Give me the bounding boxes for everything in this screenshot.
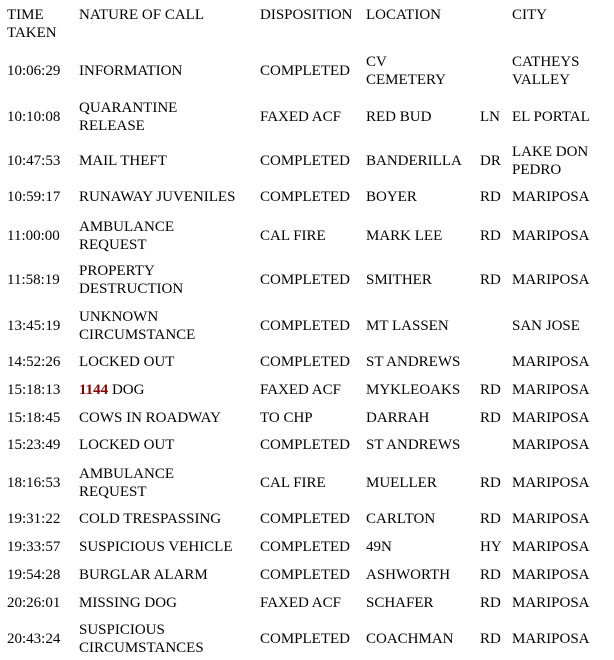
nature-of-call-line: UNKNOWN — [79, 309, 159, 325]
location-line: ST ANDREWS — [366, 437, 461, 453]
city — [512, 108, 614, 126]
nature-of-call — [79, 566, 259, 584]
nature-of-call-line: SUSPICIOUS — [79, 622, 165, 638]
street-suffix: RD — [480, 189, 501, 205]
nature-of-call — [79, 262, 259, 298]
disposition: FAXED ACF — [260, 595, 341, 611]
city-line: MARIPOSA — [512, 631, 590, 647]
time-taken: 11:00:00 — [7, 228, 60, 244]
location — [366, 538, 478, 556]
nature-of-call — [79, 621, 259, 657]
nature-of-call — [79, 188, 259, 206]
location-line: BANDERILLA — [366, 153, 462, 169]
city — [512, 143, 614, 179]
location — [366, 108, 478, 126]
location-line: CV — [366, 54, 387, 70]
table-row — [0, 621, 614, 657]
city-line: MARIPOSA — [512, 354, 590, 370]
location — [366, 227, 478, 245]
location-line: ASHWORTH — [366, 567, 451, 583]
disposition: COMPLETED — [260, 354, 350, 370]
city — [512, 188, 614, 206]
nature-of-call — [79, 353, 259, 371]
city — [512, 353, 614, 371]
nature-of-call-line: INFORMATION — [79, 63, 183, 79]
nature-of-call-line: BURGLAR ALARM — [79, 567, 208, 583]
table-row — [0, 99, 614, 135]
city-line: MARIPOSA — [512, 189, 590, 205]
disposition: FAXED ACF — [260, 382, 341, 398]
nature-of-call-line: PROPERTY — [79, 263, 155, 279]
table-row — [0, 510, 614, 528]
disposition: CAL FIRE — [260, 475, 326, 491]
time-taken: 18:16:53 — [7, 475, 61, 491]
nature-of-call — [79, 409, 259, 427]
nature-of-call-line: REQUEST — [79, 484, 147, 500]
table-row — [0, 188, 614, 206]
nature-of-call-line: AMBULANCE — [79, 466, 175, 482]
table-row — [0, 409, 614, 427]
city — [512, 510, 614, 528]
nature-of-call-line: DESTRUCTION — [79, 281, 184, 297]
disposition: FAXED ACF — [260, 109, 341, 125]
location-line: DARRAH — [366, 410, 430, 426]
location — [366, 317, 478, 335]
city-line: LAKE DON — [512, 144, 589, 160]
nature-of-call — [79, 62, 259, 80]
city-line: MARIPOSA — [512, 595, 590, 611]
time-taken: 15:18:13 — [7, 382, 61, 398]
location-line: MUELLER — [366, 475, 437, 491]
time-taken: 14:52:26 — [7, 354, 61, 370]
time-taken: 15:23:49 — [7, 437, 61, 453]
location — [366, 474, 478, 492]
location — [366, 630, 478, 648]
disposition: COMPLETED — [260, 63, 350, 79]
city — [512, 538, 614, 556]
nature-of-call — [79, 465, 259, 501]
nature-of-call-line: RUNAWAY JUVENILES — [79, 189, 236, 205]
disposition: COMPLETED — [260, 153, 350, 169]
location-line: CEMETERY — [366, 72, 447, 88]
nature-of-call-line: MAIL THEFT — [79, 153, 167, 169]
city-line: MARIPOSA — [512, 437, 590, 453]
disposition: COMPLETED — [260, 318, 350, 334]
nature-of-call-line: CIRCUMSTANCE — [79, 327, 196, 343]
city — [512, 381, 614, 399]
header-location: LOCATION — [366, 7, 441, 23]
nature-of-call-line — [79, 381, 259, 399]
nature-of-call — [79, 381, 259, 399]
table-row — [0, 53, 614, 89]
header-time — [7, 6, 77, 42]
nature-of-call — [79, 436, 259, 454]
street-suffix: RD — [480, 228, 501, 244]
disposition: COMPLETED — [260, 511, 350, 527]
disposition: COMPLETED — [260, 189, 350, 205]
nature-of-call-line: SUSPICIOUS VEHICLE — [79, 539, 233, 555]
time-taken: 20:26:01 — [7, 595, 61, 611]
street-suffix: RD — [480, 410, 501, 426]
location — [366, 594, 478, 612]
nature-of-call — [79, 308, 259, 344]
city — [512, 436, 614, 454]
location-line: CARLTON — [366, 511, 436, 527]
street-suffix: RD — [480, 595, 501, 611]
nature-of-call-line: REQUEST — [79, 237, 147, 253]
table-row — [0, 308, 614, 344]
city-line: MARIPOSA — [512, 272, 590, 288]
time-taken: 19:31:22 — [7, 511, 61, 527]
city — [512, 566, 614, 584]
nature-text: DOG — [111, 382, 145, 398]
table-row — [0, 218, 614, 254]
location-line: MT LASSEN — [366, 318, 449, 334]
header-nature: NATURE OF CALL — [79, 7, 205, 23]
city-line: MARIPOSA — [512, 567, 590, 583]
city — [512, 594, 614, 612]
city-line: CATHEYS — [512, 54, 580, 70]
time-taken: 10:10:08 — [7, 109, 61, 125]
city — [512, 317, 614, 335]
city-line: EL PORTAL — [512, 109, 590, 125]
city-line: MARIPOSA — [512, 511, 590, 527]
street-suffix: RD — [480, 475, 501, 491]
location-line: SMITHER — [366, 272, 432, 288]
city-line: MARIPOSA — [512, 475, 590, 491]
street-suffix: RD — [480, 272, 501, 288]
nature-of-call — [79, 99, 259, 135]
disposition: COMPLETED — [260, 539, 350, 555]
nature-of-call — [79, 510, 259, 528]
header-city: CITY — [512, 7, 547, 23]
nature-of-call-line: AMBULANCE — [79, 219, 175, 235]
disposition: COMPLETED — [260, 272, 350, 288]
header-disposition: DISPOSITION — [260, 7, 353, 23]
city-line: MARIPOSA — [512, 539, 590, 555]
location — [366, 409, 478, 427]
nature-of-call-line: COLD TRESPASSING — [79, 511, 222, 527]
table-row — [0, 538, 614, 556]
nature-of-call-line: RELEASE — [79, 118, 145, 134]
nature-of-call-line: LOCKED OUT — [79, 437, 175, 453]
city-line: MARIPOSA — [512, 228, 590, 244]
table-row — [0, 566, 614, 584]
location-line: ST ANDREWS — [366, 354, 461, 370]
location-line: SCHAFER — [366, 595, 434, 611]
location — [366, 436, 478, 454]
disposition: COMPLETED — [260, 437, 350, 453]
time-taken: 20:43:24 — [7, 631, 61, 647]
city — [512, 227, 614, 245]
time-taken: 10:47:53 — [7, 153, 61, 169]
location — [366, 271, 478, 289]
city-line: PEDRO — [512, 162, 562, 178]
location-line: COACHMAN — [366, 631, 454, 647]
time-taken: 19:54:28 — [7, 567, 61, 583]
call-code-tag: 1144 — [79, 382, 109, 398]
city-line: SAN JOSE — [512, 318, 580, 334]
time-taken: 19:33:57 — [7, 539, 61, 555]
nature-of-call-line: LOCKED OUT — [79, 354, 175, 370]
location-line: RED BUD — [366, 109, 432, 125]
header-time-line: TIME — [7, 7, 44, 23]
city-line: MARIPOSA — [512, 382, 590, 398]
city — [512, 53, 614, 89]
nature-of-call-line: MISSING DOG — [79, 595, 177, 611]
city — [512, 474, 614, 492]
city — [512, 630, 614, 648]
time-taken: 13:45:19 — [7, 318, 61, 334]
location — [366, 353, 478, 371]
nature-of-call — [79, 538, 259, 556]
street-suffix: RD — [480, 382, 501, 398]
location — [366, 510, 478, 528]
location-line: MARK LEE — [366, 228, 443, 244]
location — [366, 381, 478, 399]
street-suffix: RD — [480, 631, 501, 647]
time-taken: 10:06:29 — [7, 63, 61, 79]
city-line: VALLEY — [512, 72, 571, 88]
nature-of-call — [79, 594, 259, 612]
street-suffix: RD — [480, 511, 501, 527]
street-suffix: LN — [480, 109, 500, 125]
location — [366, 566, 478, 584]
city — [512, 271, 614, 289]
disposition: TO CHP — [260, 410, 313, 426]
nature-of-call-line: CIRCUMSTANCES — [79, 640, 204, 656]
location — [366, 152, 478, 170]
header-time-line: TAKEN — [7, 25, 57, 41]
time-taken: 10:59:17 — [7, 189, 61, 205]
table-row — [0, 143, 614, 179]
street-suffix: RD — [480, 567, 501, 583]
nature-of-call-line: COWS IN ROADWAY — [79, 410, 221, 426]
nature-of-call — [79, 152, 259, 170]
location — [366, 53, 478, 89]
city — [512, 409, 614, 427]
time-taken: 15:18:45 — [7, 410, 61, 426]
disposition: COMPLETED — [260, 631, 350, 647]
time-taken: 11:58:19 — [7, 272, 60, 288]
city-line: MARIPOSA — [512, 410, 590, 426]
table-row — [0, 594, 614, 612]
street-suffix: HY — [480, 539, 502, 555]
table-row — [0, 436, 614, 454]
disposition: COMPLETED — [260, 567, 350, 583]
table-row — [0, 353, 614, 371]
table-row — [0, 381, 614, 399]
table-row — [0, 262, 614, 298]
table-row — [0, 465, 614, 501]
location-line: 49N — [366, 539, 392, 555]
location — [366, 188, 478, 206]
nature-of-call-line: QUARANTINE — [79, 100, 178, 116]
disposition: CAL FIRE — [260, 228, 326, 244]
location-line: BOYER — [366, 189, 417, 205]
nature-of-call — [79, 218, 259, 254]
street-suffix: DR — [480, 153, 501, 169]
location-line: MYKLEOAKS — [366, 382, 461, 398]
